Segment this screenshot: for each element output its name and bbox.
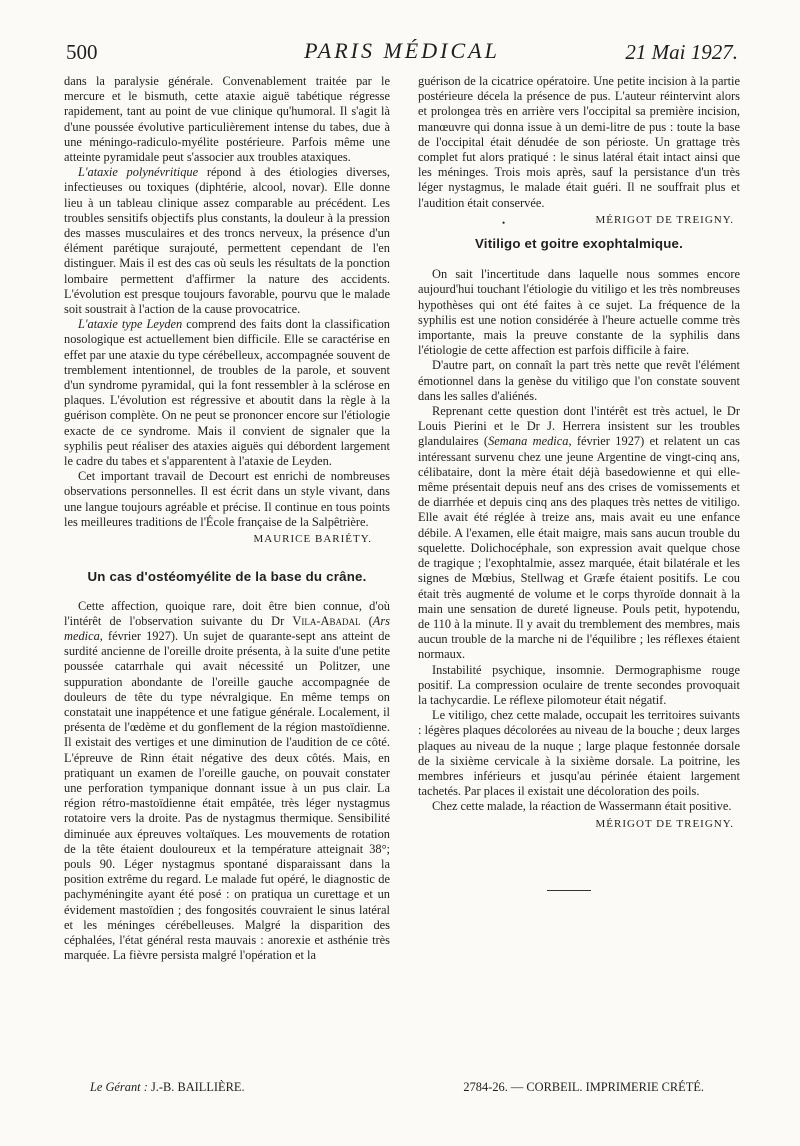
paragraph [64,317,390,469]
italic-term: L'ataxie type Leyden [78,317,183,332]
journal-citation: Semana medica [488,434,569,449]
paragraph: Instabilité psychique, insomnie. Dermographisme rouge positif. La compression oculaire de trente secondes provoquait la tachycardie. Le réflexe pilomoteur était négatif. [418,662,740,707]
page-number: 500 [66,40,98,64]
paragraph-text: répond à des étiologies diverses, infectieuses ou toxiques (diphtérie, alcool, novar). Elle donne lieu à un tableau clinique assez comparable au précédent. Les troubles sensitifs objectifs plus constants, la douleur à la pression des masses musculaires et des troncs nerveux, la présence d'un élément parétique surajouté, permettent cependant de l'en distinguer. Mais il est des cas où seuls les résultats de la ponction lombaire permettent d'affirmer la nature des accidents. L'évolution est presque toujours favorable, pourvu que le malade soit soustrait à l'action de la cause provocatrice. [64,165,390,317]
paragraph: Le vitiligo, chez cette malade, occupait les territoires suivants : légères plaques décolorées au niveau de la bouche ; deux larges plaques au niveau de la nuque ; large plaque festonnée dorsale de la sixième cervicale à la sixième dorsale. La poitrine, les membres inférieurs et jusqu'au périnée étaient largement tachetés. Par places il existait une décoloration des poils. [418,708,740,799]
gerant-name: J.-B. BAILLIÈRE. [150,1080,245,1094]
paragraph: D'autre part, on connaît la part très nette que revêt l'élément émotionnel dans la genèse du vitiligo que l'on constate souvent dans les salles d'aliénés. [418,358,740,403]
paragraph-text: , février 1927) et relatent un cas intéressant survenu chez une jeune Argentine de vingt-cinq ans, célibataire, dont la mère était déjà basedowienne et qui elle-même présentait depuis neuf ans des crises de vomissements et de diarrhée et depuis cinq ans des plaques très nettes de vitiligo. Elle avait été réglée à treize ans, mais avait eu une enfance débile. A l'examen, elle était maigre, mais sans aucun trouble du squelette. Dolichocéphale, son expression avait quelque chose de tragique ; l'exophtalmie, assez marquée, était bilatérale et les signes de Mœbius, Stellwag et Græfe étaient positifs. Le cou était très augmenté de volume et le corps thyroïde donnait à la main une sensation de dureté ligneuse. Pouls petit, hypotendu, de 110 à la minute. Il y avait du tremblement des membres, mais aucun trouble de la marche ni de l'équilibre ; les réflexes étaient normaux. [418,434,741,662]
left-column [64,74,390,963]
paragraph-text: , février 1927). Un sujet de quarante-sept ans atteint de surdité ancienne de l'oreille droite présenta, à la suite d'une petite poussée catarrhale qui avait nécessité un Politzer, une suppuration abondante de l'oreille gauche accompagnée de douleurs de tête du type névralgique. En même temps on constatait une inappétence et une fatigue générale. Localement, il présenta de l'œdème et du gonflement de la région mastoïdienne. Il existait des vertiges et une diminution de l'audition de ce côté. L'épreuve de Rinn était négative des deux côtés. Mais, en pratiquant un examen de l'oreille gauche, on pouvait constater une perforation tympanique donnant issue à un pus clair. La région rétro-mastoïdienne était empâtée, très léger nystagmus rotatoire vers la droite. Pas de nystagmus thermique. Sensibilité diminuée aux épreuves voltaïques. Les mouvements de rotation de la tête étaient douloureux et la température atteignait 38°; pouls 90. Léger nystagmus spontané disparaissant dans la position extrême du regard. Le malade fut opéré, le diagnostic de pachyméningite ayant été posé : on pratiqua un curettage et un évidement mastoïdien ; des fongosités couvraient le sinus latéral et les méninges cérébelleuses. Malgré la disparition des céphalées, l'état général resta mauvais : anorexie et asthénie très marquée. La fièvre persista malgré l'opération et la [64,628,390,963]
paragraph [64,599,390,964]
italic-term: L'ataxie polynévritique [78,165,199,180]
paragraph-text: ( [360,613,373,628]
paragraph [64,165,390,317]
author-signature: MÉRIGOT DE TREIGNY. [595,817,734,830]
paragraph: On sait l'incertitude dans laquelle nous sommes encore aujourd'hui touchant l'étiologie du vitiligo et les très nombreuses hypothèses qui ont été faites à ce sujet. La fréquence de la syphilis est une notion considérée à l'heure actuelle comme très importante, mais la preuve constante de la syphilis dans l'étiologie de cette affection est parfois difficile à faire. [418,267,740,358]
paragraph: dans la paralysie générale. Convenablement traitée par le mercure et le bismuth, cette ataxie aiguë tabétique régresse rapidement, tant au point de vue clinique qu'humoral. Il s'agit là d'une poussée évolutive particulièrement intense du tabes, due à une méningo-radiculo-myélite postérieure. Parfois même une atteinte pyramidale peut s'associer aux troubles ataxiques. [64,74,390,165]
paragraph: guérison de la cicatrice opératoire. Une petite incision à la partie postérieure décela la présence de pus. L'auteur réintervint alors et prolongea très en arrière vers l'occipital sa première incision, manœuvre qui donna issue à un demi-litre de pus : toute la base de l'occipital était dénudée de son périoste. Un grattage très complet fut alors pratiqué : le sinus latéral était intact ainsi que les méninges. Trois mois après, sauf la persistance d'un très léger nystagmus, le malade était guéri. Il ne souffrait plus et l'audition était conservée. [418,74,740,210]
journal-title: PARIS MÉDICAL [304,38,500,63]
author-signature: MAURICE BARIÉTY. [253,533,372,546]
publisher-credit [90,1080,245,1095]
paragraph-text: Cette affection, quoique rare, doit être bien connue, d'où l'intérêt de l'observation suivante du Dr [64,598,390,628]
journal-citation: Ars medica [64,613,390,643]
paragraph-text: Reprenant cette question dont l'intérêt est très actuel, le Dr Louis Pierini et le Dr J. Herrera insistent sur les troubles glandulaires ( [418,404,740,449]
article-title: Un cas d'ostéomyélite de la base du crâne. [87,569,367,585]
right-column: guérison de la cicatrice opératoire. Une petite incision à la partie postérieure décela la présence de pus. L'auteur réintervint alors et prolongea très en arrière vers l'occipital sa première incision, manœuvre qui donna issue à un demi-litre de pus : toute la base de l'occipital était dénudée de son périoste. Un grattage très complet fut alors pratiqué : le sinus latéral était intact ainsi que les méninges. Trois mois après, sauf la persistance d'un très léger nystagmus, le malade était guéri. Il ne souffrait plus et l'audition était conservée. MÉRIGOT DE TREIGNY. • Vitiligo et goitre exophtalmique. On sait l'incertitude dans laquelle nous sommes encore aujourd'hui touchant l'étiologie du vitiligo et les très nombreuses hypothèses qui ont été faites à ce sujet. La fréquence de la syphilis est une notion considérée à l'heure actuelle comme très importante, mais la preuve constante de la syphilis dans l'étiologie de cette affection est parfois difficile à faire. D'autre part, on connaît la part très nette que revêt l'élément émotionnel dans la genèse du vitiligo que l'on constate souvent dans les salles d'aliénés. Reprenant cette question dont l'intérêt est très actuel, le Dr Louis Pierini et le Dr J. Herrera insistent sur les troubles glandulaires (Semana medica, février 1927) et relatent un cas intéressant survenu chez une jeune Argentine de vingt-cinq ans, célibataire, dont la mère était déjà basedowienne et qui elle-même présentait depuis neuf ans des crises de vomissements et de diarrhée et depuis cinq ans des plaques très nettes de vitiligo. Elle avait été réglée à treize ans, mais avait eu une enfance débile. A l'examen, elle était maigre, mais sans aucun trouble du squelette. Dolichocéphale, son expression avait quelque chose de tragique ; l'exophtalmie, assez marquée, était bilatérale et les signes de Mœbius, Stellwag et Græfe étaient positifs. Le cou était très augmenté de volume et le corps thyroïde donnait à la main une sensation de dureté ligneuse. Pouls petit, hypotendu, de 110 à la minute. Il y avait du tremblement des membres, mais aucun trouble de la marche ni de l'équilibre ; les réflexes étaient normaux. Instabilité psychique, insomnie. Dermographisme rouge positif. La compression oculaire de trente secondes provoquait la tachycardie. Le réflexe pilomoteur était négatif. Le vitiligo, chez cette malade, occupait les territoires suivants : légères plaques décolorées au niveau de la bouche ; deux larges plaques au niveau de la nuque ; large plaque festonnée dorsale de la sixième cervicale à la sixième dorsale. La poitrine, les membres inférieurs et jusqu'au périnée étaient largement tachetés. Par places il existait une décoloration des poils. Chez cette malade, la réaction de Wassermann était positive. MÉRIGOT DE TREIGNY. [418,74,740,891]
author-name: Vila-Abadal [292,613,361,628]
printer-credit: 2784-26. — CORBEIL. IMPRIMERIE CRÉTÉ. [463,1080,704,1094]
gerant-label: Le Gérant : [90,1080,148,1094]
author-signature: MÉRIGOT DE TREIGNY. [595,213,734,226]
paragraph [418,404,740,662]
section-divider [547,890,591,891]
paragraph: Cet important travail de Decourt est enrichi de nombreuses observations personnelles. Il est écrit dans un style vivant, dans une langue toujours agréable et précise. Il continue en tous points les meilleures traditions de l'École française de la Salpêtrière. [64,469,390,529]
paragraph-text: comprend des faits dont la classification nosologique est actuellement bien difficile. Elle se caractérise en effet par une ataxie du type cérébelleux, accompagnée souvent de tremblement intentionnel, de troubles de la parole, et souvent d'un syndrome pyramidal, qui la font ressembler à la sclérose en plaques. L'évolution est régressive et aboutit dans la règle à la guérison complète. On ne peut se prononcer encore sur l'étiologie exacte de ce syndrome. Mais il convient de signaler que la syphilis peut réaliser des ataxies aiguës qui débordent largement le cadre du tabes et s'apparentent à l'ataxie de Leyden. [64,317,390,469]
page-header [66,38,738,70]
article-title: Vitiligo et goitre exophtalmique. [474,236,684,252]
paragraph: Chez cette malade, la réaction de Wassermann était positive. [432,799,732,814]
issue-date: 21 Mai 1927. [625,40,738,64]
